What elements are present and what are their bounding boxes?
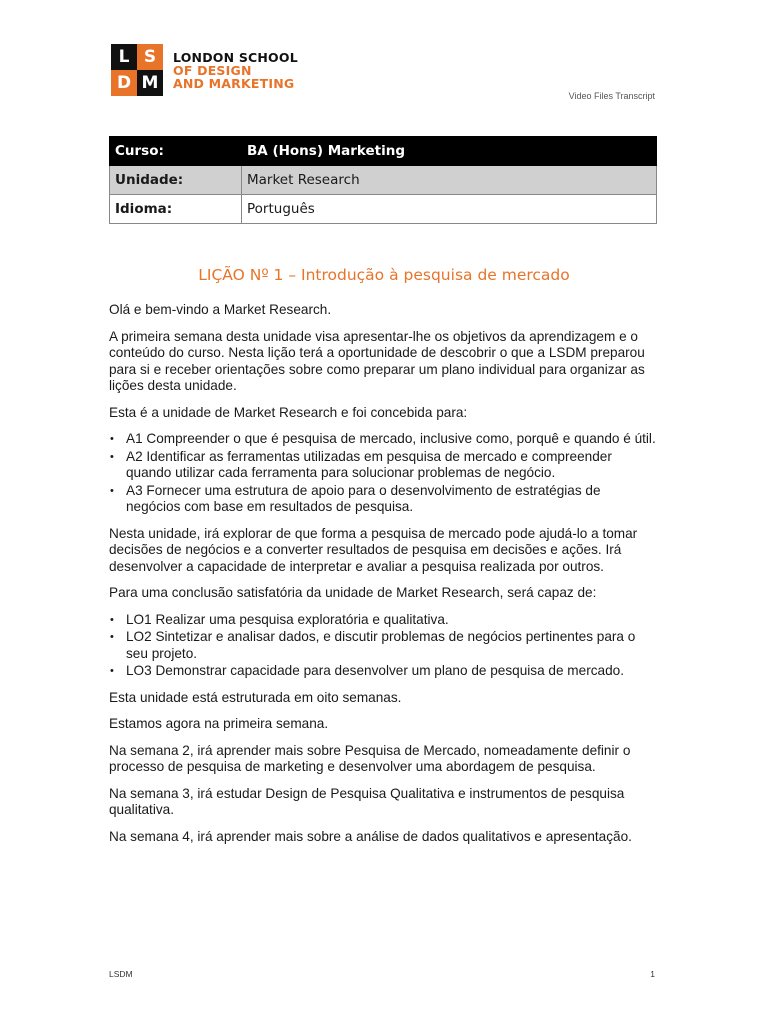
table-key: Unidade: [110,166,242,195]
list-item: • LO3 Demonstrar capacidade para desenvolver um plano de pesquisa de mercado. [109,663,657,680]
lesson-body [109,302,657,855]
document-type-label: Video Files Transcript [568,91,655,101]
lesson-title: LIÇÃO Nº 1 – Introdução à pesquisa de mercado [198,266,570,284]
logo-mark [111,44,163,96]
list-item: • A1 Compreender o que é pesquisa de mercado, inclusive como, porquê e quando é útil. [109,431,657,448]
course-info-table [109,136,657,224]
list-item: • A2 Identificar as ferramentas utilizadas em pesquisa de mercado e compreender quando utilizar cada ferramenta para solucionar problemas de negócio. [109,449,657,482]
list-item: • LO1 Realizar uma pesquisa exploratória e qualitativa. [109,612,657,629]
page-number: 1 [650,969,655,979]
footer-org: LSDM [109,969,133,979]
paragraph: Esta é a unidade de Market Research e foi concebida para: [109,404,468,420]
list-item: • LO2 Sintetizar e analisar dados, e discutir problemas de negócios pertinentes para o seu projeto. [109,629,657,662]
table-key: Curso: [110,137,242,166]
logo-letter-d: D [111,70,137,96]
table-row [110,195,657,224]
table-row [110,137,657,166]
table-value: BA (Hons) Marketing [242,137,657,166]
paragraph: Na semana 2, irá aprender mais sobre Pesquisa de Mercado, nomeadamente definir o processo de pesquisa de marketing e desenvolver uma abordagem de pesquisa. [109,742,631,774]
logo-wordmark [173,51,298,90]
lsdm-logo [111,44,298,96]
logo-line-3: AND MARKETING [173,75,295,91]
paragraph: Para uma conclusão satisfatória da unidade de Market Research, será capaz de: [109,585,597,600]
table-row [110,166,657,195]
learning-outcomes-list [109,612,657,680]
aims-list [109,431,657,516]
paragraph: Na semana 4, irá aprender mais sobre a análise de dados qualitativos e apresentação. [109,828,632,844]
paragraph: Nesta unidade, irá explorar de que forma a pesquisa de mercado pode ajudá-lo a tomar decisões de negócios e a converter resultados de pesquisa em decisões e ações. Irá desenvolver a capacidade de interpretar e avaliar a pesquisa realizada por outros. [109,525,638,574]
paragraph: Esta unidade está estruturada em oito semanas. [109,689,402,705]
list-item: • A3 Fornecer uma estrutura de apoio para o desenvolvimento de estratégias de negócios com base em resultados de pesquisa. [109,483,657,516]
paragraph: Estamos agora na primeira semana. [109,716,329,731]
logo-line-2: OF DESIGN [173,62,252,78]
paragraph: A primeira semana desta unidade visa apresentar-lhe os objetivos da aprendizagem e o conteúdo do curso. Nesta lição terá a oportunidade de descobrir o que a LSDM preparou para si e receber orientações sobre como preparar um plano individual para organizar as lições desta unidade. [109,328,645,393]
logo-letter-l: L [111,44,137,70]
table-value: Português [242,195,657,224]
table-key: Idioma: [110,195,242,224]
logo-letter-s: S [137,44,163,70]
paragraph: Na semana 3, irá estudar Design de Pesquisa Qualitativa e instrumentos de pesquisa qualitativa. [109,785,625,817]
table-value: Market Research [242,166,657,195]
logo-line-1: LONDON SCHOOL [173,49,298,65]
paragraph: Olá e bem-vindo a Market Research. [109,302,332,317]
logo-letter-m: M [137,70,163,96]
